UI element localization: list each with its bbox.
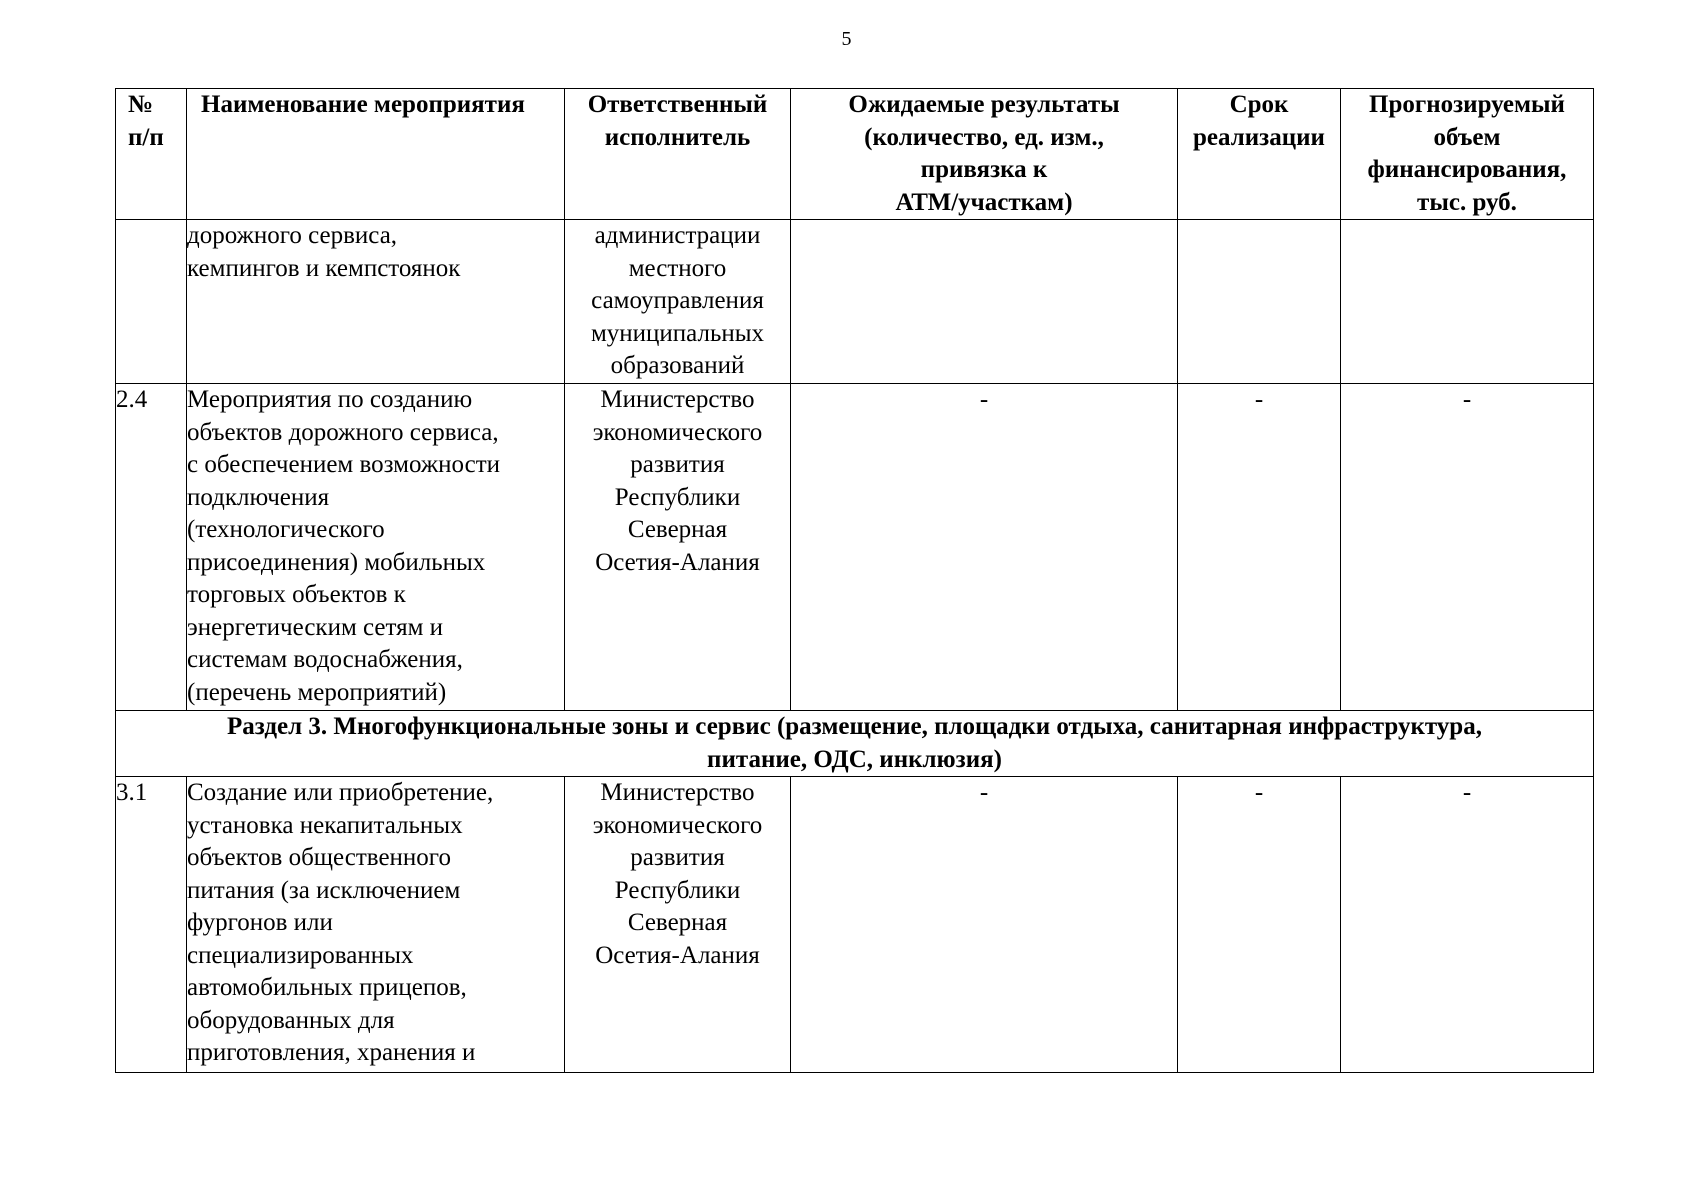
header-num: № п/п [116, 89, 187, 220]
header-funding: Прогнозируемый объем финансирования, тыс. руб. [1341, 89, 1594, 220]
row-num [116, 220, 187, 384]
section-heading-row [116, 711, 1594, 777]
row-responsible: администрации местного самоуправления муниципальных образований [565, 220, 791, 384]
row-results: - [791, 384, 1178, 711]
header-responsible: Ответственный исполнитель [565, 89, 791, 220]
activities-table [115, 88, 1594, 1073]
table-row [116, 384, 1594, 711]
row-name: Создание или приобретение, установка некапитальных объектов общественного питания (за исключением фургонов или специализированных автомобильных прицепов, оборудованных для приготовления, хранения и [187, 777, 565, 1073]
row-term [1178, 220, 1341, 384]
row-funding: - [1341, 777, 1594, 1073]
row-term: - [1178, 384, 1341, 711]
row-name: дорожного сервиса, кемпингов и кемпстоянок [187, 220, 565, 384]
header-term: Срок реализации [1178, 89, 1341, 220]
row-num: 2.4 [116, 384, 187, 711]
row-results [791, 220, 1178, 384]
row-funding [1341, 220, 1594, 384]
section-3-heading: Раздел 3. Многофункциональные зоны и сервис (размещение, площадки отдыха, санитарная инфраструктура, питание, ОДС, инклюзия) [116, 711, 1594, 777]
row-num: 3.1 [116, 777, 187, 1073]
row-responsible: Министерство экономического развития Республики Северная Осетия-Алания [565, 777, 791, 1073]
row-funding: - [1341, 384, 1594, 711]
table-row [116, 777, 1594, 1073]
table-row [116, 220, 1594, 384]
header-name: Наименование мероприятия [187, 89, 565, 220]
table-header-row [116, 89, 1594, 220]
row-results: - [791, 777, 1178, 1073]
header-results: Ожидаемые результаты (количество, ед. изм., привязка к АТМ/участкам) [791, 89, 1178, 220]
row-name: Мероприятия по созданию объектов дорожного сервиса, с обеспечением возможности подключения (технологического присоединения) мобильных торговых объектов к энергетическим сетям и системам водоснабжения, (перечень мероприятий) [187, 384, 565, 711]
row-term: - [1178, 777, 1341, 1073]
page-number: 5 [841, 28, 852, 50]
row-responsible: Министерство экономического развития Республики Северная Осетия-Алания [565, 384, 791, 711]
